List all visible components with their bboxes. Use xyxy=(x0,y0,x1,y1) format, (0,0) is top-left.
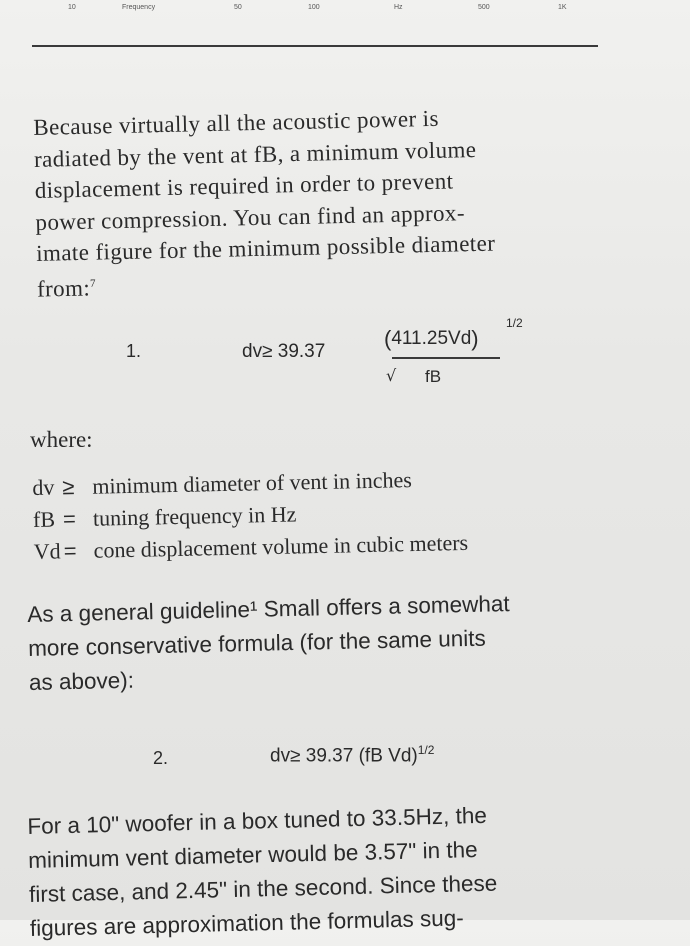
paragraph-guideline xyxy=(27,587,512,700)
equation-text: dv≥ 39.37 (fB Vd) xyxy=(270,745,418,767)
text-line: For a 10" woofer in a box tuned to 33.5Hz, the xyxy=(27,802,488,839)
definition-symbol: fB xyxy=(32,506,56,532)
axis-label: 100 xyxy=(308,4,320,11)
definition-text: tuning frequency in Hz xyxy=(92,501,297,531)
text-line: more conservative formula (for the same units xyxy=(27,625,486,661)
paragraph-example xyxy=(27,799,498,946)
text-line: as above): xyxy=(28,667,135,695)
definition-symbol: Vd xyxy=(33,538,61,564)
text-line: power compression. You can find an approx- xyxy=(35,199,466,235)
footnote-marker: 7 xyxy=(89,277,97,290)
radical-sign: √ xyxy=(386,366,397,385)
text-fragment: from: xyxy=(36,274,91,302)
equation-exponent: 1/2 xyxy=(506,316,523,330)
numerator-text: 411.25Vd xyxy=(391,328,472,349)
axis-label: Frequency xyxy=(122,4,156,11)
definition-separator: ≥ xyxy=(62,474,75,500)
text-line: first case, and 2.45" in the second. Since these xyxy=(28,870,498,907)
equation-body xyxy=(270,743,434,767)
equation-lhs: dv≥ 39.37 xyxy=(242,341,326,362)
definition-list xyxy=(32,463,468,568)
equation-number: 2. xyxy=(153,748,169,768)
paragraph-intro xyxy=(33,102,496,305)
equation-number: 1. xyxy=(126,341,142,361)
equation-exponent: 1/2 xyxy=(417,743,435,757)
text-line: displacement is required in order to prevent xyxy=(34,168,454,203)
text-line: Because virtually all the acoustic power is xyxy=(33,105,440,140)
axis-label: 500 xyxy=(478,4,490,11)
horizontal-rule xyxy=(32,45,598,47)
axis-label: 1K xyxy=(558,4,567,11)
equation-denominator: fB xyxy=(425,367,442,386)
fraction-bar xyxy=(392,357,500,359)
definition-symbol: dv xyxy=(32,474,55,500)
text-line: radiated by the vent at fB, a minimum volume xyxy=(33,136,477,172)
equation-numerator: (411.25Vd) xyxy=(384,326,479,351)
definition-text: cone displacement volume in cubic meters xyxy=(93,529,469,563)
where-label: where: xyxy=(30,427,93,452)
axis-label: Hz xyxy=(394,4,403,11)
definition-text: minimum diameter of vent in inches xyxy=(92,467,413,499)
definition-separator: = xyxy=(63,538,77,564)
text-line: minimum vent diameter would be 3.57" in the xyxy=(27,837,478,873)
text-line: figures are approximation the formulas sug- xyxy=(29,905,465,941)
definition-separator: = xyxy=(62,506,77,532)
text-line: As a general guideline¹ Small offers a somewhat xyxy=(27,591,510,627)
axis-label: 10 xyxy=(68,4,76,11)
text-line: imate figure for the minimum possible diameter xyxy=(35,230,496,266)
graph-axis-labels xyxy=(60,2,580,18)
axis-label: 50 xyxy=(234,4,242,11)
